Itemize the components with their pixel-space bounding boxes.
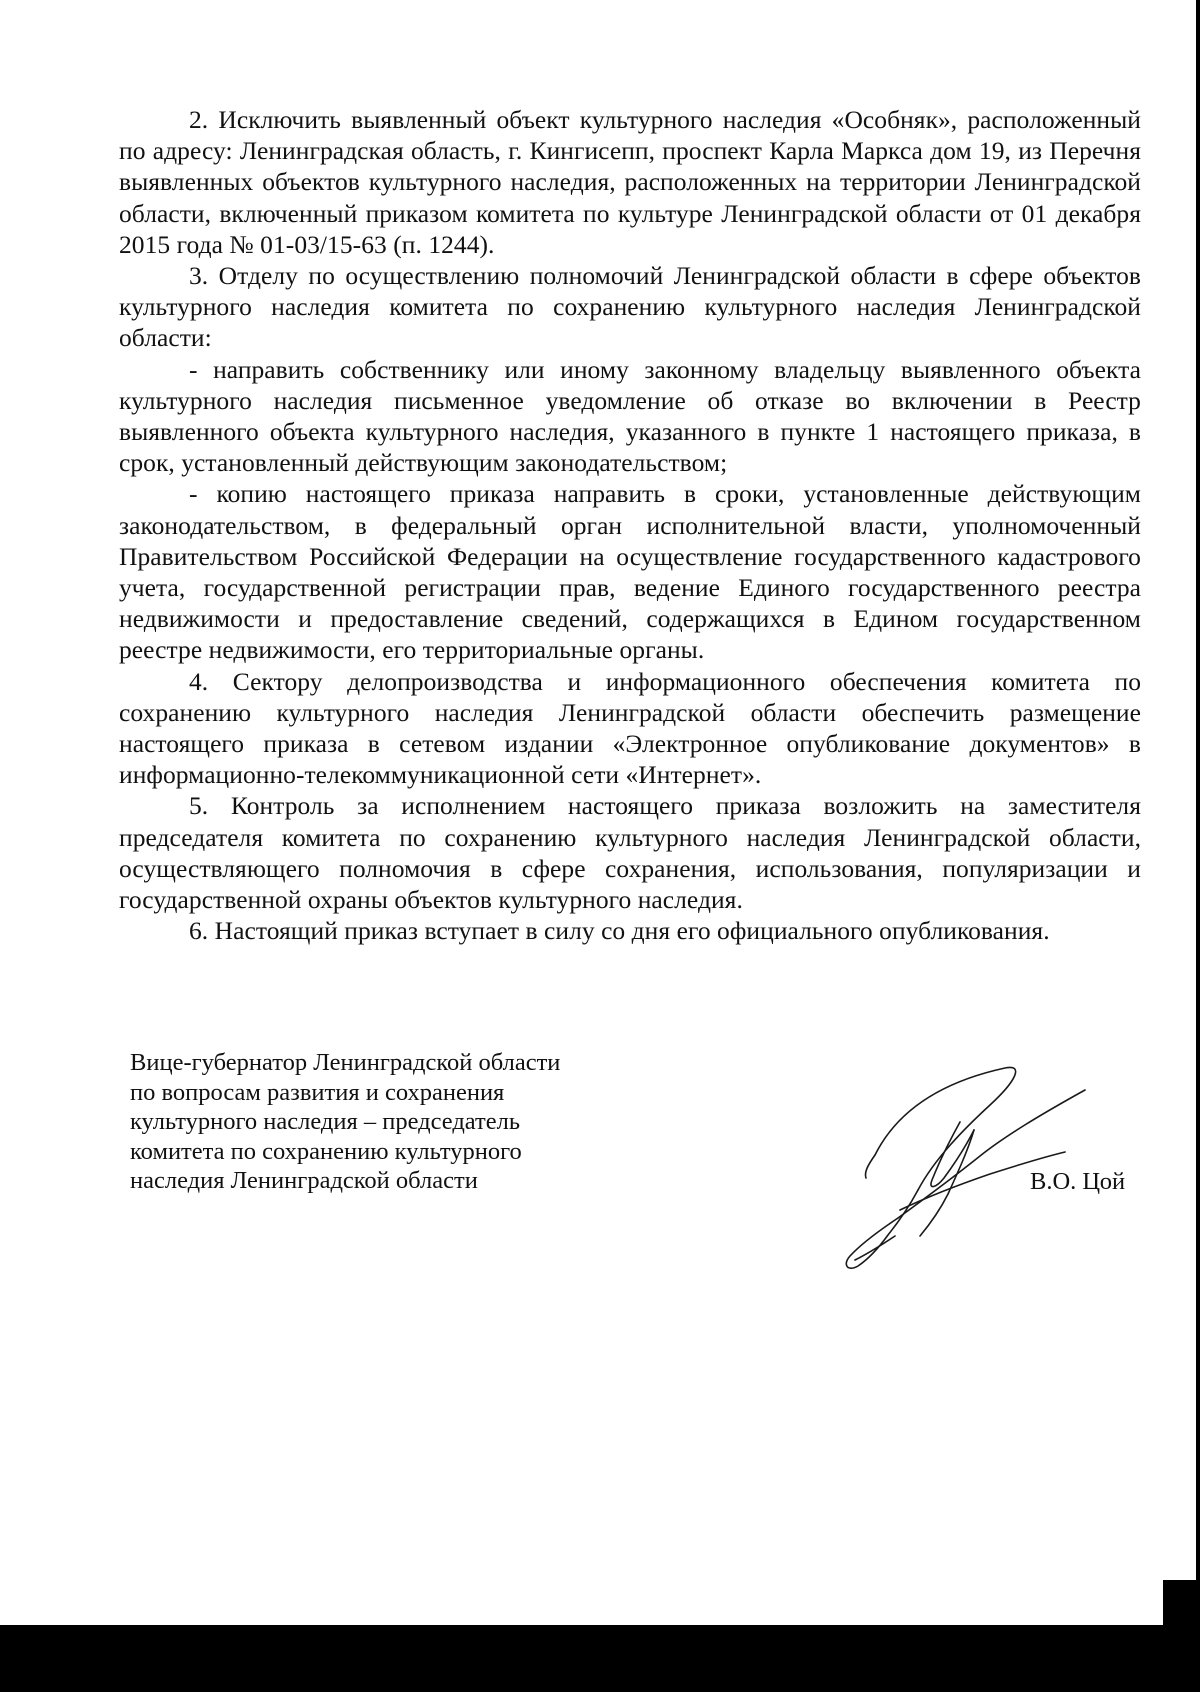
paragraph-item-3-bullet-2: - копию настоящего приказа направить в сроки, установленные действующим законодательством, в федеральный орган исполнительной власти, уполномоченный Правительством Российской Федерации на осуществление государственного кадастрового учета, государственной регистрации прав, ведение Единого государственного реестра недвижимости и предоставление сведений, содержащихся в Едином государственном реестре недвижимости, его территориальные органы. [119, 479, 1141, 665]
paragraph-item-3: 3. Отделу по осуществлению полномочий Ленинградской области в сфере объектов культурного наследия комитета по сохранению культурного наследия Ленинградской области: [119, 261, 1141, 353]
signatory-position [130, 1048, 650, 1196]
position-line: культурного наследия – председатель [130, 1108, 521, 1135]
paragraph-item-4: 4. Сектору делопроизводства и информационного обеспечения комитета по сохранению культурного наследия Ленинградской области обеспечить размещение настоящего приказа в сетевом издании «Электронное опубликование документов» в информационно-телекоммуникационной сети «Интернет». [119, 666, 1141, 790]
position-line: по вопросам развития и сохранения [130, 1078, 505, 1106]
paragraph-item-2: 2. Исключить выявленный объект культурного наследия «Особняк», расположенный по адресу: Ленинградская область, г. Кингисепп, проспект Карла Маркса дом 19, из Перечня выявленных объектов культурного наследия, расположенных на территории Ленинградской области, включенный приказом комитета по культуре Ленинградской области от 01 декабря 2015 года № 01-03/15-63 (п. 1244). [119, 105, 1141, 259]
position-line: Вице-губернатор Ленинградской области [130, 1049, 561, 1076]
signer-name: В.О. Цой [1030, 1168, 1126, 1195]
paragraph-item-5: 5. Контроль за исполнением настоящего приказа возложить на заместителя председателя комитета по сохранению культурного наследия Ленинградской области, осуществляющего полномочия в сфере сохранения, использования, популяризации и государственной охраны объектов культурного наследия. [119, 791, 1141, 915]
scan-border-bottom [0, 1625, 1200, 1692]
order-body [119, 104, 1141, 946]
paragraph-item-3-bullet-1: - направить собственнику или иному законному владельцу выявленного объекта культурного наследия письменное уведомление об отказе во включении в Реестр выявленного объекта культурного наследия, указанного в пункте 1 настоящего приказа, в срок, установленный действующим законодательством; [119, 354, 1141, 478]
position-line: комитета по сохранению культурного [130, 1137, 522, 1165]
scan-border-corner [1163, 1580, 1200, 1625]
scan-edge-right [1196, 0, 1200, 1692]
handwritten-signature [840, 1060, 1100, 1270]
position-line: наследия Ленинградской области [130, 1167, 478, 1194]
paragraph-item-6: 6. Настоящий приказ вступает в силу со дня его официального опубликования. [189, 916, 1050, 946]
